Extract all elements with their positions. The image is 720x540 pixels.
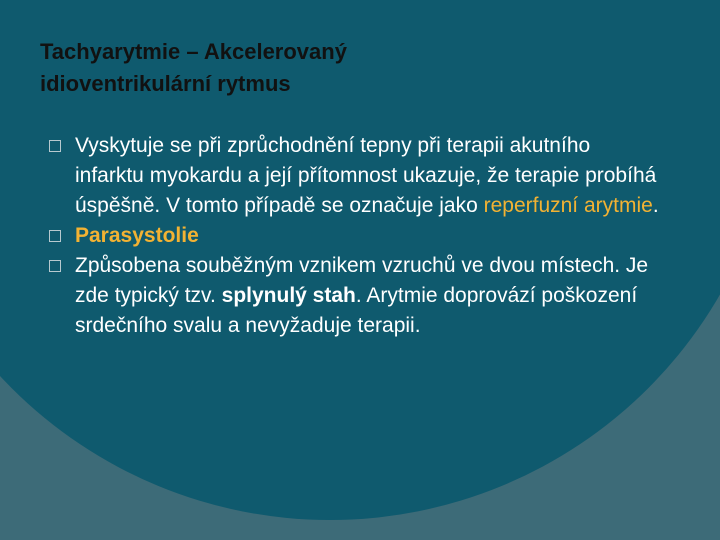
item-1-accent: reperfuzní arytmie: [483, 194, 653, 217]
bullet-item-2: [40, 221, 660, 251]
title-line-1: Tachyarytmie – Akcelerovaný: [40, 39, 347, 64]
checkbox-bullet-icon: [49, 140, 61, 152]
checkbox-bullet-icon: [49, 230, 61, 242]
item-1-text: Vyskytuje se při zprůchodnění tepny při terapii akutního infarktu myokardu a její přítomnost ukazuje, že terapie probíhá úspěšně. V tomto případě se označuje jako: [75, 134, 657, 217]
bullet-list: [40, 131, 660, 341]
item-2-accent: Parasystolie: [75, 224, 199, 247]
bullet-item-1: [40, 131, 660, 221]
item-1-after: .: [652, 194, 659, 217]
checkbox-bullet-icon: [49, 260, 61, 272]
slide-title: [40, 36, 600, 100]
item-3-text: Způsobena souběžným vznikem vzruchů ve dvou místech. Je zde typický tzv.: [75, 254, 649, 307]
title-line-2: idioventrikulární rytmus: [40, 71, 291, 96]
item-3-after: . Arytmie doprovází poškození srdečního svalu a nevyžaduje terapii.: [75, 284, 638, 337]
bullet-item-3: [40, 251, 660, 341]
item-3-bold: splynulý stah: [221, 284, 356, 307]
